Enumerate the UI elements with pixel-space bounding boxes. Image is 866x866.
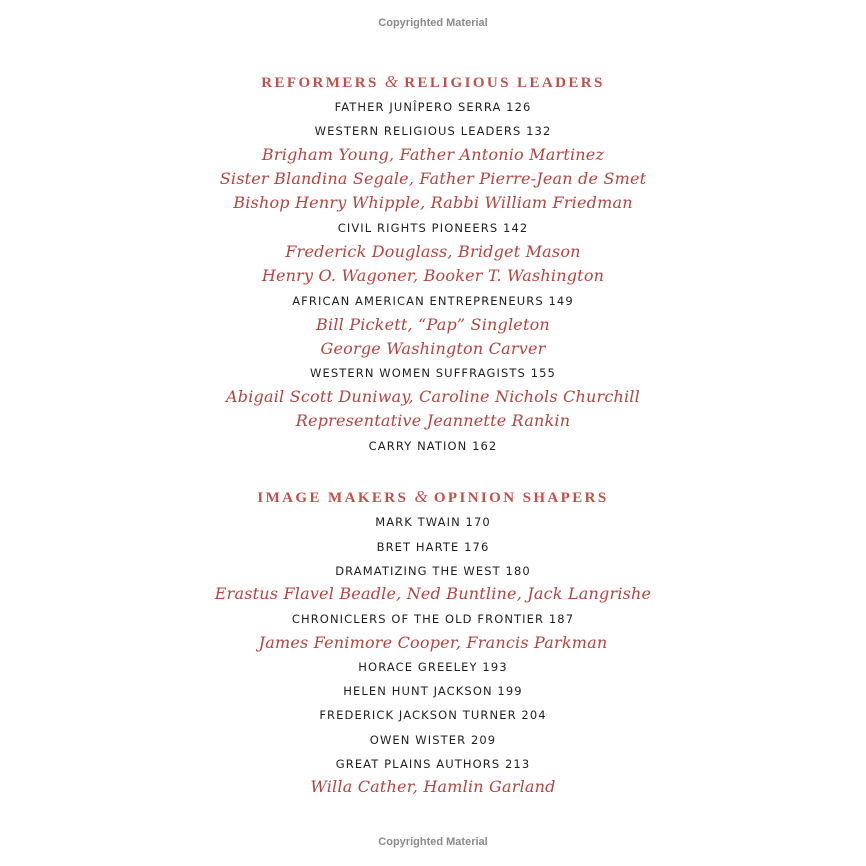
ampersand: & — [414, 487, 428, 506]
toc-subentry: Frederick Douglass, Bridget Mason — [285, 242, 581, 261]
toc-subentry: Bishop Henry Whipple, Rabbi William Friedman — [233, 193, 633, 212]
section-title-right: RELIGIOUS LEADERS — [404, 75, 605, 91]
copyright-footer: Copyrighted Material — [378, 836, 488, 848]
toc-entry[interactable]: GREAT PLAINS AUTHORS 213 — [335, 757, 531, 771]
ampersand: & — [384, 72, 399, 91]
section-title-reformers — [0, 72, 866, 92]
section-title-right: OPINION SHAPERS — [433, 490, 609, 506]
toc-subentry: George Washington Carver — [320, 339, 546, 358]
copyright-header: Copyrighted Material — [378, 17, 488, 29]
toc-subentry: Representative Jeannette Rankin — [295, 411, 571, 430]
toc-entry[interactable]: WESTERN RELIGIOUS LEADERS 132 — [314, 124, 552, 138]
toc-entry[interactable]: HORACE GREELEY 193 — [358, 660, 508, 674]
toc-entry[interactable]: FREDERICK JACKSON TURNER 204 — [319, 708, 547, 722]
toc-subentry: Willa Cather, Hamlin Garland — [310, 777, 556, 796]
toc-entry[interactable]: CIVIL RIGHTS PIONEERS 142 — [337, 221, 529, 235]
toc-entry[interactable]: WESTERN WOMEN SUFFRAGISTS 155 — [310, 366, 556, 380]
toc-subentry: Brigham Young, Father Antonio Martinez — [261, 145, 605, 164]
section-title-image-makers — [0, 487, 866, 507]
toc-entry[interactable]: FATHER JUNÎPERO SERRA 126 — [334, 100, 532, 114]
toc-entry[interactable]: OWEN WISTER 209 — [369, 733, 497, 747]
toc-entry[interactable]: HELEN HUNT JACKSON 199 — [343, 684, 523, 698]
toc-subentry: Abigail Scott Duniway, Caroline Nichols Churchill — [226, 387, 640, 406]
toc-entry[interactable]: MARK TWAIN 170 — [375, 515, 491, 529]
section-title-left: IMAGE MAKERS — [257, 490, 409, 506]
toc-subentry: Henry O. Wagoner, Booker T. Washington — [261, 266, 605, 285]
toc-entry[interactable]: AFRICAN AMERICAN ENTREPRENEURS 149 — [292, 294, 574, 308]
toc-entry[interactable]: DRAMATIZING THE WEST 180 — [335, 564, 531, 578]
toc-entry[interactable]: BRET HARTE 176 — [376, 540, 490, 554]
toc-subentry: Sister Blandina Segale, Father Pierre-Jean de Smet — [219, 169, 647, 188]
toc-entry[interactable]: CHRONICLERS OF THE OLD FRONTIER 187 — [291, 612, 575, 626]
toc-entry[interactable]: CARRY NATION 162 — [368, 439, 498, 453]
toc-subentry: Bill Pickett, “Pap” Singleton — [316, 315, 550, 334]
toc-subentry: Erastus Flavel Beadle, Ned Buntline, Jack Langrishe — [214, 584, 652, 603]
toc-subentry: James Fenimore Cooper, Francis Parkman — [258, 633, 608, 652]
section-title-left: REFORMERS — [261, 75, 379, 91]
